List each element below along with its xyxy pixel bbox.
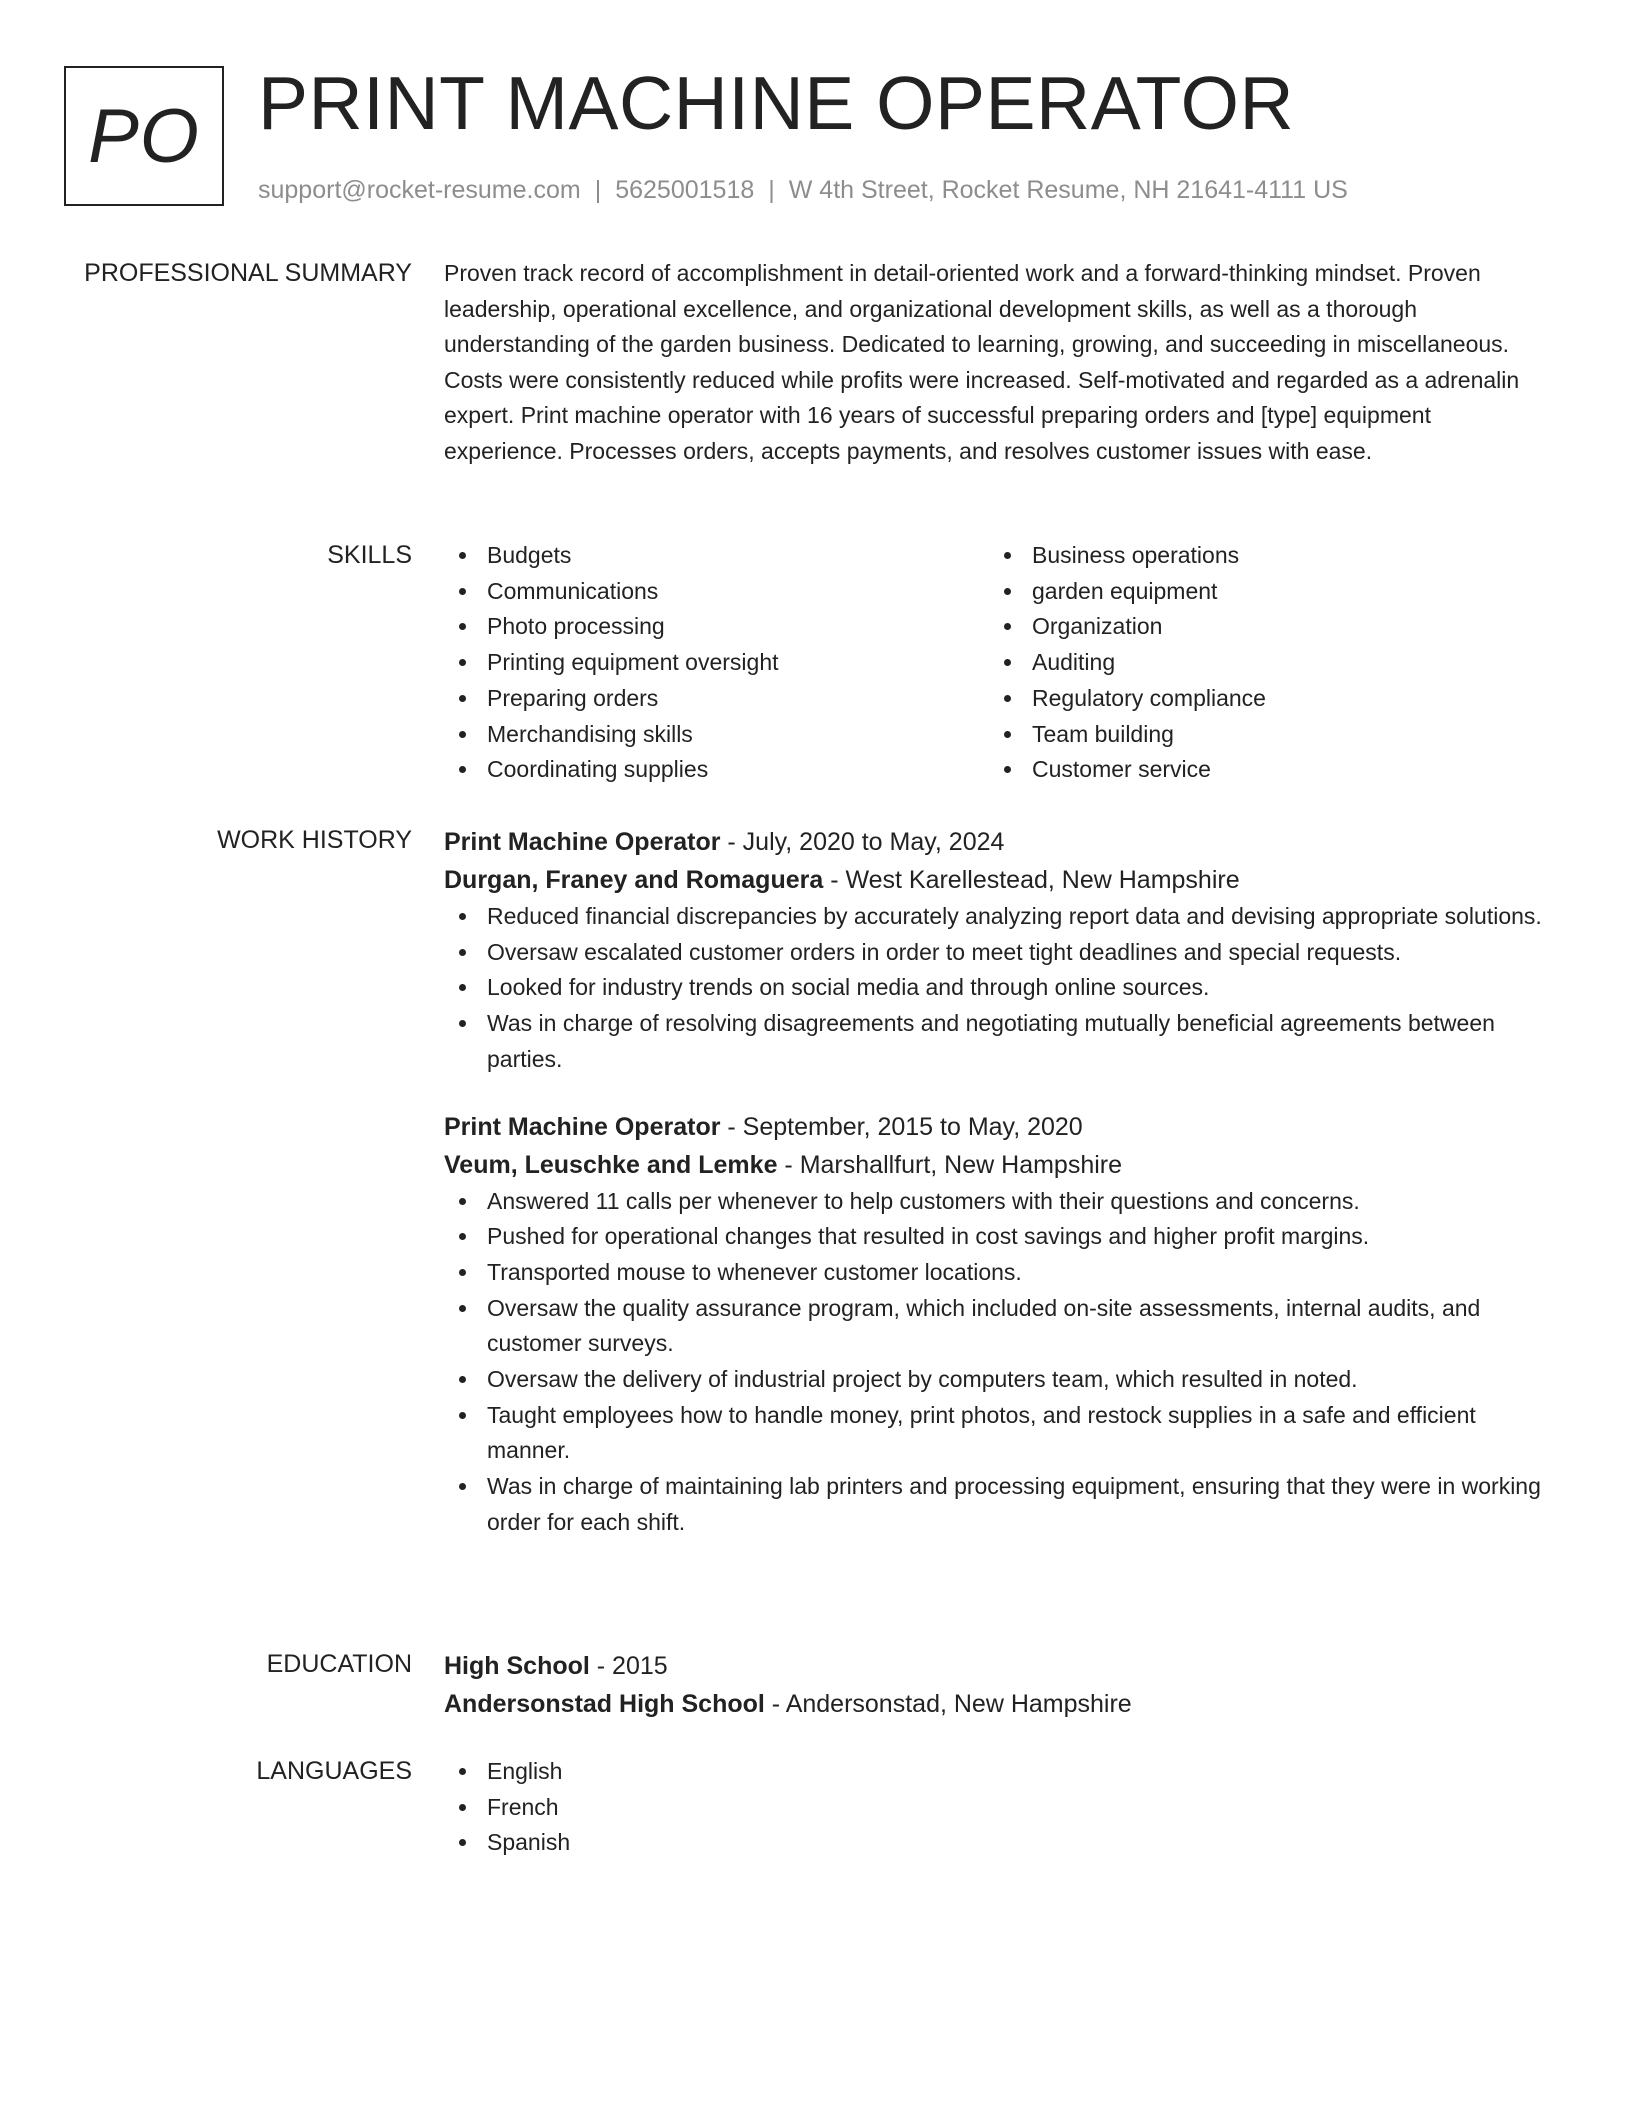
job-bullet: Taught employees how to handle money, print photos, and restock supplies in a safe and efficient manner. xyxy=(444,1398,1554,1469)
monogram-badge: PO xyxy=(64,66,224,206)
job-bullet: Was in charge of resolving disagreements and negotiating mutually beneficial agreements between parties. xyxy=(444,1006,1554,1077)
education-degree: High School xyxy=(444,1652,590,1680)
job-bullet: Oversaw the quality assurance program, which included on-site assessments, internal audits, and customer surveys. xyxy=(444,1291,1554,1362)
page-title: PRINT MACHINE OPERATOR xyxy=(258,61,1295,145)
skill-item: Printing equipment oversight xyxy=(444,645,989,681)
contact-line xyxy=(258,173,1348,207)
contact-phone: 5625001518 xyxy=(615,176,755,204)
contact-separator: | xyxy=(768,176,775,204)
skill-item: Preparing orders xyxy=(444,681,989,717)
section-heading-languages: LANGUAGES xyxy=(256,1757,412,1785)
skill-item: Organization xyxy=(989,609,1534,645)
contact-email: support@rocket-resume.com xyxy=(258,176,581,204)
language-item: French xyxy=(444,1790,1554,1826)
education-degree-line xyxy=(444,1647,1554,1685)
skills-body xyxy=(444,538,1554,788)
job-dates: - September, 2015 to May, 2020 xyxy=(720,1112,1083,1141)
languages-list xyxy=(444,1754,1554,1861)
skill-item: Auditing xyxy=(989,645,1534,681)
job-company: Durgan, Franey and Romaguera xyxy=(444,866,824,894)
job-bullet: Was in charge of maintaining lab printers and processing equipment, ensuring that they were in working order for each shift. xyxy=(444,1469,1554,1540)
skill-item: Regulatory compliance xyxy=(989,681,1534,717)
skill-item: Merchandising skills xyxy=(444,717,989,753)
contact-separator: | xyxy=(594,176,602,204)
work-history-body xyxy=(444,823,1554,1541)
job-title-line xyxy=(444,823,1554,861)
skill-item: garden equipment xyxy=(989,574,1534,610)
job-bullet-list xyxy=(444,1184,1554,1541)
section-heading-work-history: WORK HISTORY xyxy=(217,826,412,854)
job-bullet: Oversaw escalated customer orders in order to meet tight deadlines and special requests. xyxy=(444,935,1554,971)
section-heading-education: EDUCATION xyxy=(266,1650,412,1678)
skill-item: Customer service xyxy=(989,752,1534,788)
job-bullet: Transported mouse to whenever customer locations. xyxy=(444,1255,1554,1291)
skills-list-left xyxy=(444,538,989,788)
skill-item: Team building xyxy=(989,717,1534,753)
job-bullet: Answered 11 calls per whenever to help customers with their questions and concerns. xyxy=(444,1184,1554,1220)
job-company-line xyxy=(444,1146,1554,1184)
job-dates: - July, 2020 to May, 2024 xyxy=(720,828,1005,856)
summary-body xyxy=(444,256,1554,469)
language-item: Spanish xyxy=(444,1825,1554,1861)
job-company: Veum, Leuschke and Lemke xyxy=(444,1150,778,1179)
job-bullet-list xyxy=(444,899,1554,1078)
job-bullet: Looked for industry trends on social media and through online sources. xyxy=(444,970,1554,1006)
job-company-line xyxy=(444,861,1554,899)
job-title: Print Machine Operator xyxy=(444,1112,721,1141)
education-school: Andersonstad High School xyxy=(444,1690,765,1718)
skill-item: Budgets xyxy=(444,538,989,574)
job-entry xyxy=(444,1108,1554,1541)
education-location: - Andersonstad, New Hampshire xyxy=(764,1690,1132,1718)
job-bullet: Oversaw the delivery of industrial project by computers team, which resulted in noted. xyxy=(444,1362,1554,1398)
education-year: - 2015 xyxy=(589,1652,668,1680)
job-location: - West Karellestead, New Hampshire xyxy=(823,866,1240,894)
job-location: - Marshallfurt, New Hampshire xyxy=(777,1150,1123,1179)
skill-item: Coordinating supplies xyxy=(444,752,989,788)
job-entry xyxy=(444,823,1554,1078)
languages-body xyxy=(444,1754,1554,1861)
skills-list-right xyxy=(989,538,1534,788)
job-title: Print Machine Operator xyxy=(444,828,721,856)
job-bullet: Pushed for operational changes that resulted in cost savings and higher profit margins. xyxy=(444,1219,1554,1255)
skill-item: Photo processing xyxy=(444,609,989,645)
skill-item: Communications xyxy=(444,574,989,610)
education-school-line xyxy=(444,1685,1554,1723)
contact-address: W 4th Street, Rocket Resume, NH 21641-4111 US xyxy=(788,176,1348,204)
summary-text: Proven track record of accomplishment in detail-oriented work and a forward-thinking mindset. Proven leadership, operational excellence, and organizational development skills, as well as a thorough understanding of the garden business. Dedicated to learning, growing, and succeeding in miscellaneous. Costs were consistently reduced while profits were increased. Self-motivated and regarded as a adrenalin expert. Print machine operator with 16 years of successful preparing orders and [type] equipment experience. Processes orders, accepts payments, and resolves customer issues with ease. xyxy=(444,260,1520,464)
education-body xyxy=(444,1647,1554,1723)
job-bullet: Reduced financial discrepancies by accurately analyzing report data and devising appropriate solutions. xyxy=(444,899,1554,935)
section-heading-summary: PROFESSIONAL SUMMARY xyxy=(84,259,412,287)
section-heading-skills: SKILLS xyxy=(327,541,412,569)
skill-item: Business operations xyxy=(989,538,1534,574)
job-title-line xyxy=(444,1108,1554,1146)
language-item: English xyxy=(444,1754,1554,1790)
